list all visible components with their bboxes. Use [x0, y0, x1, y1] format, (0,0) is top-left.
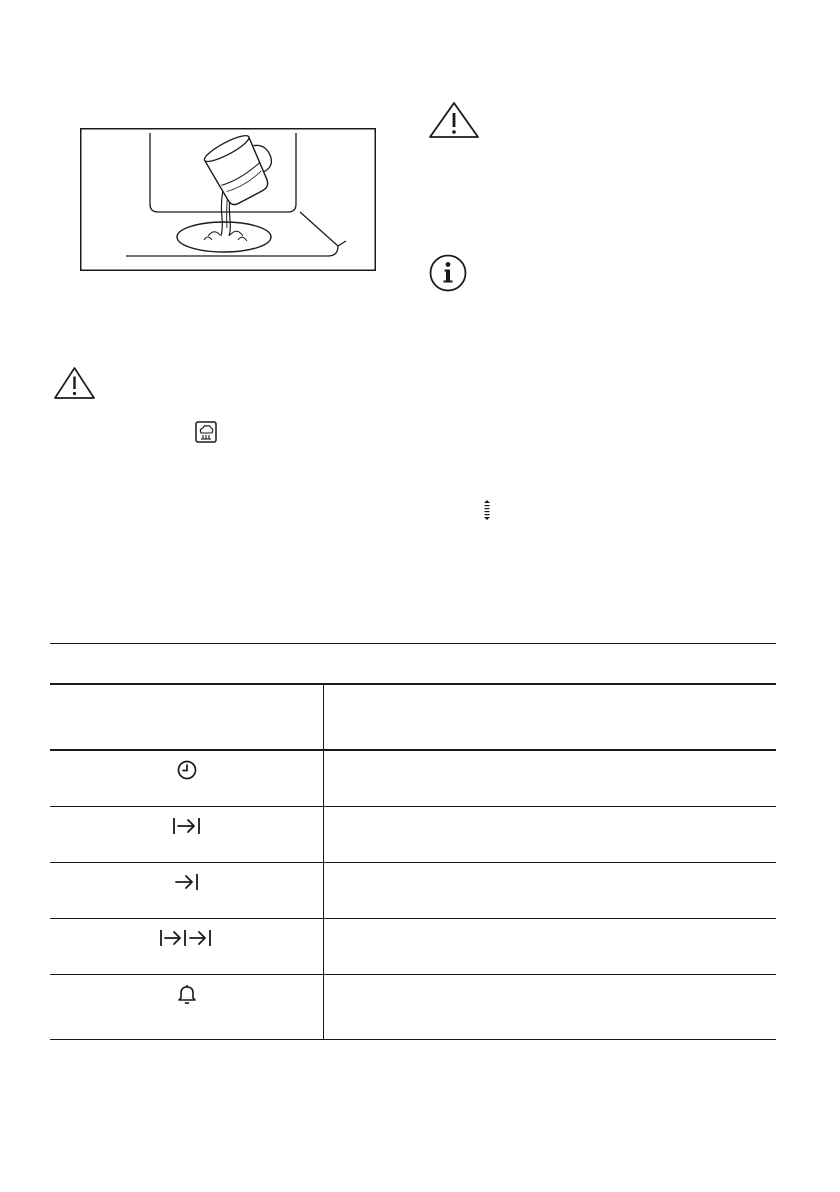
scroll-arrows-icon — [483, 500, 491, 520]
table-row — [50, 862, 776, 918]
column-header-description — [324, 684, 777, 750]
pouring-water-illustration — [80, 128, 376, 271]
bell-minute-minder-icon — [177, 983, 197, 1005]
table-row — [50, 918, 776, 974]
table-cell-description — [324, 750, 777, 806]
section-title-rule — [50, 643, 776, 644]
clock-functions-table-section — [50, 643, 776, 1041]
table-cell-symbol — [50, 750, 324, 806]
warning-icon — [53, 366, 96, 400]
table-row — [50, 750, 776, 806]
clock-functions-table — [50, 683, 776, 1040]
table-cell-symbol — [50, 918, 324, 974]
table-cell-symbol — [50, 974, 324, 1039]
information-icon — [429, 254, 467, 292]
table-row — [50, 806, 776, 862]
table-cell-description — [324, 974, 777, 1039]
table-cell-symbol — [50, 862, 324, 918]
column-header-symbol — [50, 684, 324, 750]
steam-cleaning-icon — [195, 421, 217, 443]
warning-icon — [428, 101, 480, 139]
table-row — [50, 974, 776, 1039]
table-cell-description — [324, 806, 777, 862]
table-header-row — [50, 684, 776, 750]
time-delay-icon — [159, 927, 215, 949]
table-cell-description — [324, 918, 777, 974]
clock-icon — [176, 759, 198, 781]
table-cell-description — [324, 862, 777, 918]
table-cell-symbol — [50, 806, 324, 862]
duration-icon — [172, 815, 202, 837]
end-time-icon — [174, 871, 200, 893]
